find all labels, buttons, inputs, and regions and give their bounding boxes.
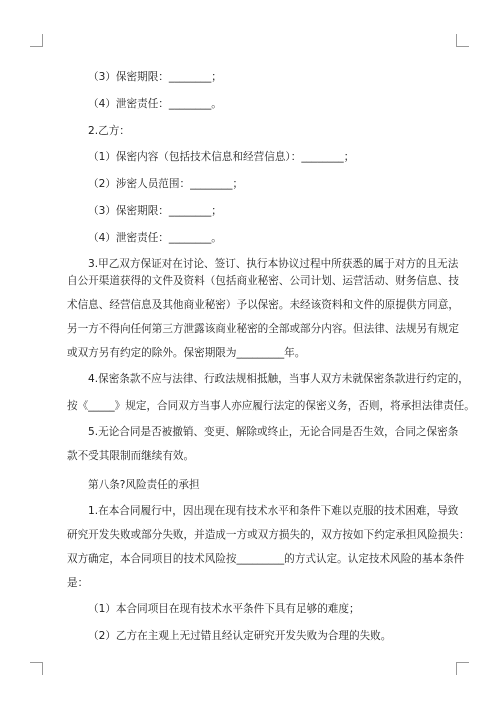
text-line: 研究开发失败或部分失败，并造成一方或双方损失的，双方按如下约定承担风险损失： [67,529,470,541]
text-line: 双方确定，本合同项目的技术风险按_________的方式认定。认定技术风险的基本条件 [67,553,465,565]
text-line: 按《_____》规定，合同双方当事人亦应履行法定的保密义务，否则，将承担法律责任。 [67,400,475,412]
text-line: （1）本合同项目在现有技术水平条件下具有足够的难度； [88,603,360,615]
text-line: 款不受其限制而继续有效。 [67,450,195,462]
section-heading: 第八条?风险责任的承担 [88,479,200,491]
text-line: 是： [67,577,89,589]
text-line: （3）保密期限：________； [88,205,222,217]
crop-mark-bottom-right [456,662,469,675]
text-line: 4.保密条款不应与法律、行政法规相抵触，当事人双方未就保密条款进行约定的， [88,373,469,385]
text-line: （2）乙方在主观上无过错且经认定研究开发失败为合理的失败。 [88,630,392,642]
text-line: （2）涉密人员范围：________； [88,178,244,190]
text-line: （4）泄密责任：________。 [88,232,222,244]
text-line: 3.甲乙双方保证对在讨论、签订、执行本协议过程中所获悉的属于对方的且无法 [88,258,459,270]
text-line: 术信息、经营信息及其他商业秘密）予以保密。未经该资料和文件的原提供方同意， [67,299,459,311]
text-line: （1）保密内容（包括技术信息和经营信息）：________； [88,151,355,163]
text-line: （4）泄密责任：________。 [88,98,222,110]
text-line: 1.在本合同履行中，因出现在现有技术水平和条件下难以克服的技术困难，导致 [88,505,459,517]
text-line: 或双方另有约定的除外。保密期限为_________年。 [67,347,306,359]
crop-mark-top-left [30,34,43,47]
text-line: 另一方不得向任何第三方泄露该商业秘密的全部或部分内容。但法律、法规另有规定 [67,323,459,335]
crop-mark-top-right [456,34,469,47]
text-line: 2.乙方： [88,125,130,137]
text-line: 自公开渠道获得的文件及资料（包括商业秘密、公司计划、运营活动、财务信息、技 [67,275,459,287]
text-line: 5.无论合同是否被撤销、变更、解除或终止，无论合同是否生效，合同之保密条 [88,426,459,438]
text-line: （3）保密期限：________； [88,71,222,83]
crop-mark-bottom-left [30,662,43,675]
